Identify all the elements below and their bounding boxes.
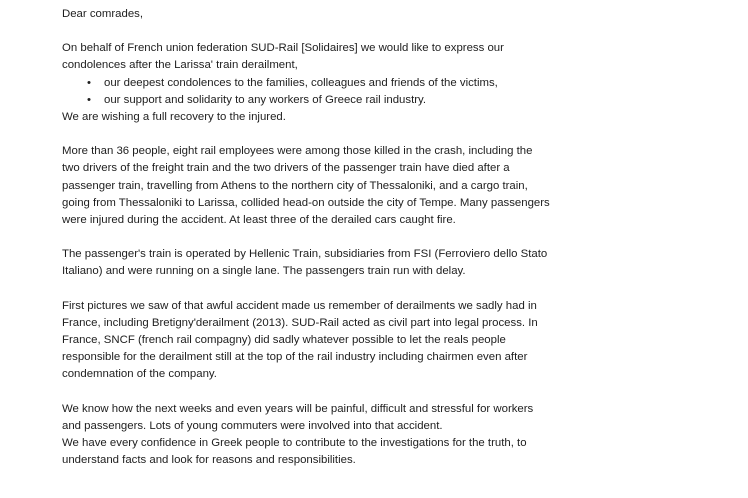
text-line: On behalf of French union federation SUD-Rail [Solidaires] we would like to express our [62,42,504,55]
operator-paragraph [62,246,746,280]
crash-paragraph [62,143,746,229]
bullet-icon: • [87,76,91,89]
list-item-text: our support and solidarity to any workers of Greece rail industry. [104,93,427,106]
letter-page [62,6,746,486]
text-line: We have every confidence in Greek people to contribute to the investigations for the truth, to [62,437,527,450]
text-line: understand facts and look for reasons and responsibilities. [62,454,356,467]
text-line: condolences after the Larissa' train derailment, [62,59,298,72]
text-line: The passenger's train is operated by Hellenic Train, subsidiaries from FSI (Ferroviero dello Stato [62,248,548,261]
text-line: We know how the next weeks and even years will be painful, difficult and stressful for workers [62,402,534,415]
list-item [62,75,746,92]
text-line: France, SNCF (french rail compagny) did sadly whatever possible to let the reals people [62,334,506,347]
list-item-text: our deepest condolences to the families, colleagues and friends of the victims, [104,76,498,89]
text-line: and passengers. Lots of young commuters were involved into that accident. [62,419,443,432]
bretigny-paragraph [62,298,746,384]
intro-paragraph [62,40,746,126]
confidence-paragraph [62,401,746,470]
text-line: going from Thessaloniki to Larissa, collided head-on outside the city of Tempe. Many passengers [62,196,550,209]
text-line: France, including Bretigny'derailment (2013). SUD-Rail acted as civil part into legal process. In [62,316,538,329]
condolence-list [62,75,746,109]
text-line: More than 36 people, eight rail employees were among those killed in the crash, including the [62,145,533,158]
text-line: First pictures we saw of that awful accident made us remember of derailments we sadly had in [62,299,537,312]
text-line: We are wishing a full recovery to the injured. [62,111,286,124]
text-line: Italiano) and were running on a single lane. The passengers train run with delay. [62,265,466,278]
text-line: condemnation of the company. [62,368,217,381]
text-line: responsible for the derailment still at the top of the rail industry including chairmen even after [62,351,528,364]
text-line: were injured during the accident. At least three of the derailed cars caught fire. [62,214,456,227]
text-line: two drivers of the freight train and the two drivers of the passenger train have died after a [62,162,510,175]
list-item [62,92,746,109]
bullet-icon: • [87,93,91,106]
text-line: passenger train, travelling from Athens to the northern city of Thessaloniki, and a cargo train, [62,179,528,192]
letter-greeting: Dear comrades, [62,8,144,20]
